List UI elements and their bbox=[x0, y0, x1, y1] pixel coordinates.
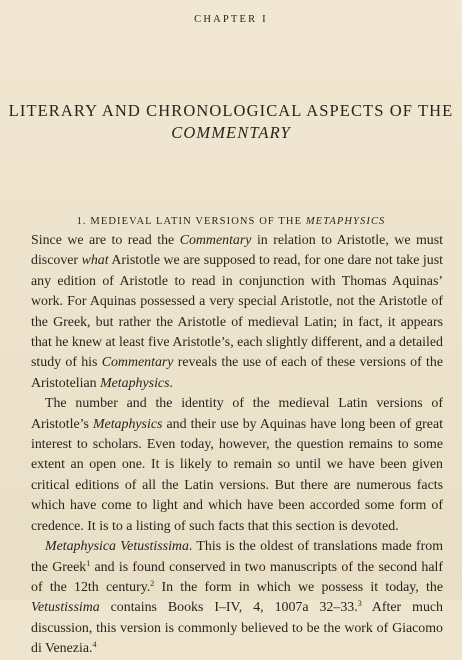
paragraph-2 bbox=[31, 394, 443, 537]
p3-text-b: . This is the oldest of translations made from the Greek bbox=[31, 539, 443, 575]
p1-italic-commentary: Commentary bbox=[179, 233, 252, 248]
p3-italic-title: Metaphysica Vetustissima bbox=[45, 539, 189, 555]
section-number: 1. bbox=[76, 216, 87, 227]
p3-text-g: After much discussion, this version is commonly believed to be the work of Giacomo di Venezia. bbox=[31, 600, 443, 657]
p3-italic-vetustissima: Vetustissima bbox=[31, 600, 100, 616]
chapter-label: CHAPTER I bbox=[194, 14, 268, 25]
p1-italic-commentary-2: Commentary bbox=[101, 355, 174, 371]
chapter-title bbox=[0, 100, 462, 144]
p3-text-d: In the form in which we possess it today, the bbox=[154, 579, 443, 595]
body-text bbox=[31, 231, 443, 660]
p3-text-f: contains Books I–IV, 4, 1007a 32–33. bbox=[99, 600, 358, 616]
p1-italic-what: what bbox=[81, 253, 109, 269]
p2-text-c: and their use by Aquinas have long been of great interest to scholars. Even today, however, the question remains to some extent an open one. It is likely to remain so until we have been given critical editions of all the Latin versions. But there are numerous facts which have come to light and which have been accorded some form of credence. It is to a listing of such facts that this section is devoted. bbox=[31, 416, 443, 534]
p2-text-a: The number and the identity of the medieval Latin versions of Aristotle’s bbox=[31, 396, 443, 432]
p3-text-c: and is found conserved in two manuscripts of the second half of the 12th century. bbox=[31, 559, 443, 595]
chapter-title-line2: COMMENTARY bbox=[171, 123, 291, 142]
footnote-ref-2[interactable]: 2 bbox=[150, 578, 155, 588]
paragraph-1 bbox=[31, 231, 443, 394]
p1-text-c: in relation to Aristotle, we must discover bbox=[31, 233, 443, 269]
footnote-ref-1[interactable]: 1 bbox=[86, 558, 91, 568]
p1-text-e: Aristotle we are supposed to read, for one dare not take just any edition of Aristotle to read in conjunction with Thomas Aquinas’ work. For Aquinas possessed a very special Aristotle, not the Aristotle of the Greek, but rather the Aristotle of medieval Latin; in fact, it appears that he knew at least five Aristotle’s, each slightly different, and a detailed study of his bbox=[31, 253, 443, 371]
section-heading-prefix: MEDIEVAL LATIN VERSIONS OF THE bbox=[90, 216, 303, 227]
p1-italic-metaphysics: Metaphysics bbox=[100, 375, 170, 391]
footnote-ref-3[interactable]: 3 bbox=[357, 599, 362, 609]
section-heading-italic: METAPHYSICS bbox=[305, 216, 386, 227]
chapter-title-line1: LITERARY AND CHRONOLOGICAL ASPECTS OF THE bbox=[8, 101, 454, 120]
p1-text-g: reveals the use of each of these versions of the Aristotelian bbox=[31, 355, 443, 391]
section-heading bbox=[0, 216, 462, 227]
p2-italic-metaphysics: Metaphysics bbox=[92, 416, 163, 432]
paragraph-3 bbox=[31, 537, 443, 659]
footnote-ref-4[interactable]: 4 bbox=[92, 640, 97, 650]
p1-text-a: Since we are to read the bbox=[31, 233, 180, 248]
p1-text-i: . bbox=[169, 375, 173, 391]
